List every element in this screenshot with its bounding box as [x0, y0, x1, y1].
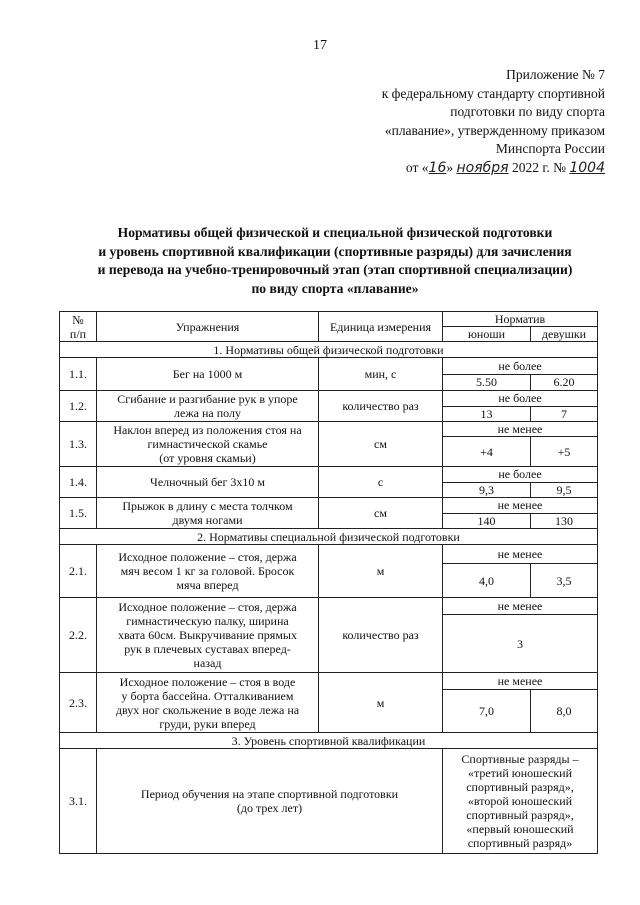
row-boys: 9,3	[443, 482, 531, 498]
row-exercise	[97, 598, 319, 673]
result-line: «второй юношеский	[467, 794, 573, 808]
norms-table	[59, 311, 598, 854]
exercise-line: гимнастической скамье	[147, 437, 268, 451]
date-year: 2022 г. №	[511, 159, 566, 175]
table-row	[60, 545, 598, 564]
row-unit: количество раз	[319, 391, 443, 422]
row-girls: 9,5	[531, 482, 598, 498]
title-line: и перевода на учебно-тренировочный этап (этап спортивной специализации)	[97, 262, 573, 277]
row-condition: не более	[443, 467, 598, 483]
result-line: спортивный разряд»,	[466, 808, 574, 822]
title-line: по виду спорта «плавание»	[251, 280, 419, 296]
header-num-line: п/п	[69, 326, 87, 341]
order-number: 1004	[569, 159, 605, 176]
exercise-line: назад	[193, 656, 222, 670]
table-row	[60, 498, 598, 514]
header-num	[60, 312, 97, 342]
row-exercise	[97, 545, 319, 598]
result-line: спортивный разряд»	[467, 836, 573, 850]
section-title: 1. Нормативы общей физической подготовки	[60, 342, 598, 358]
date-sep: »	[446, 159, 454, 175]
exercise-line: Исходное положение – стоя в воде	[119, 674, 296, 689]
exercise-line: Исходное положение – стоя, держа	[118, 550, 297, 564]
row-girls: 8,0	[531, 690, 598, 733]
table-row	[60, 598, 598, 615]
header-exercise: Упражнения	[97, 312, 319, 342]
row-unit: мин, с	[319, 358, 443, 391]
table-row	[60, 467, 598, 483]
exercise-line: рук в плечевых суставах вперед-	[124, 642, 291, 656]
table-row	[60, 673, 598, 690]
row-unit: см	[319, 498, 443, 529]
row-girls: 7	[531, 406, 598, 422]
table-row	[60, 749, 598, 854]
row-exercise: Челночный бег 3х10 м	[97, 467, 319, 498]
result-line: Спортивные разряды –	[461, 752, 579, 766]
row-girls: +5	[531, 437, 598, 467]
row-num: 3.1.	[60, 749, 97, 854]
row-num: 1.5.	[60, 498, 97, 529]
row-exercise	[97, 391, 319, 422]
exercise-line: Наклон вперед из положения стоя на	[113, 423, 302, 437]
title-line: Нормативы общей физической и специальной физической подготовки	[117, 225, 553, 240]
row-girls: 3,5	[531, 564, 598, 598]
row-unit: с	[319, 467, 443, 498]
header-girls: девушки	[531, 327, 598, 342]
exercise-line: (до трех лет)	[236, 801, 303, 815]
row-condition: не менее	[443, 673, 598, 690]
date-day: 16	[428, 159, 447, 176]
row-num: 2.2.	[60, 598, 97, 673]
row-condition: не менее	[443, 598, 598, 615]
row-boys: 4,0	[443, 564, 531, 598]
result-line: «третий юношеский	[467, 766, 573, 780]
exercise-line: груди, руки вперед	[159, 716, 256, 731]
date-month: ноября	[456, 159, 509, 176]
header-boys: юноши	[443, 327, 531, 342]
appendix-line: к федеральному стандарту спортивной	[381, 85, 605, 101]
row-unit: м	[319, 673, 443, 733]
row-girls: 130	[531, 513, 598, 529]
exercise-line: Период обучения на этапе спортивной подготовки	[140, 787, 399, 801]
section-title: 2. Нормативы специальной физической подготовки	[60, 529, 598, 545]
section-title: 3. Уровень спортивной квалификации	[60, 733, 598, 749]
header-num-line: №	[72, 312, 84, 327]
row-num: 1.4.	[60, 467, 97, 498]
row-exercise	[97, 749, 443, 854]
row-num: 2.3.	[60, 673, 97, 733]
document-title	[40, 224, 630, 298]
order-date-line	[330, 159, 605, 178]
row-exercise: Бег на 1000 м	[97, 358, 319, 391]
row-condition: не более	[443, 358, 598, 375]
row-num: 1.2.	[60, 391, 97, 422]
exercise-line: (от уровня скамьи)	[159, 451, 256, 465]
exercise-line: хвата 60см. Выкручивание прямых	[118, 628, 297, 642]
row-num: 1.3.	[60, 422, 97, 467]
table-row	[60, 422, 598, 437]
row-num: 1.1.	[60, 358, 97, 391]
header-norm: Норматив	[443, 312, 598, 327]
row-boys: 13	[443, 406, 531, 422]
row-both: 3	[443, 615, 598, 673]
exercise-line: двух ног скольжение в воде лежа на	[115, 702, 300, 717]
appendix-header	[330, 66, 605, 177]
row-condition: не менее	[443, 422, 598, 437]
row-result	[443, 749, 598, 854]
appendix-line: подготовки по виду спорта	[450, 104, 605, 119]
section-row	[60, 733, 598, 749]
exercise-line: Сгибание и разгибание рук в упоре	[117, 392, 298, 406]
row-condition: не более	[443, 391, 598, 407]
row-condition: не менее	[443, 545, 598, 564]
appendix-title: Приложение № 7	[506, 67, 605, 82]
exercise-line: у борта бассейна. Отталкиванием	[121, 688, 294, 703]
section-row	[60, 529, 598, 545]
header-unit: Единица измерения	[319, 312, 443, 342]
appendix-line: Минспорта России	[495, 141, 605, 156]
table-row	[60, 358, 598, 375]
exercise-line: лежа на полу	[174, 406, 241, 420]
exercise-line: Исходное положение – стоя, держа	[118, 600, 297, 614]
table-row	[60, 391, 598, 407]
exercise-line: двумя ногами	[172, 513, 243, 527]
page-number: 17	[313, 38, 327, 53]
row-girls: 6.20	[531, 374, 598, 391]
exercise-line: мяча вперед	[176, 578, 239, 592]
exercise-line: гимнастическую палку, ширина	[126, 614, 289, 628]
row-boys: 140	[443, 513, 531, 529]
row-unit: м	[319, 545, 443, 598]
section-row	[60, 342, 598, 358]
row-unit: см	[319, 422, 443, 467]
result-line: спортивный разряд»,	[466, 780, 574, 794]
appendix-line: «плавание», утвержденному приказом	[384, 122, 605, 138]
row-boys: 7,0	[443, 690, 531, 733]
row-condition: не менее	[443, 498, 598, 514]
row-unit: количество раз	[319, 598, 443, 673]
row-exercise	[97, 422, 319, 467]
result-line: «первый юношеский	[466, 822, 574, 836]
row-boys: 5.50	[443, 374, 531, 391]
row-exercise	[97, 498, 319, 529]
row-num: 2.1.	[60, 545, 97, 598]
header-row	[60, 312, 598, 327]
title-line: и уровень спортивной квалификации (спортивные разряды) для зачисления	[98, 243, 572, 259]
row-boys: +4	[443, 437, 531, 467]
exercise-line: мяч весом 1 кг за головой. Бросок	[120, 564, 295, 578]
date-prefix: от «	[405, 159, 429, 175]
exercise-line: Прыжок в длину с места толчком	[122, 499, 293, 513]
row-exercise	[97, 673, 319, 733]
